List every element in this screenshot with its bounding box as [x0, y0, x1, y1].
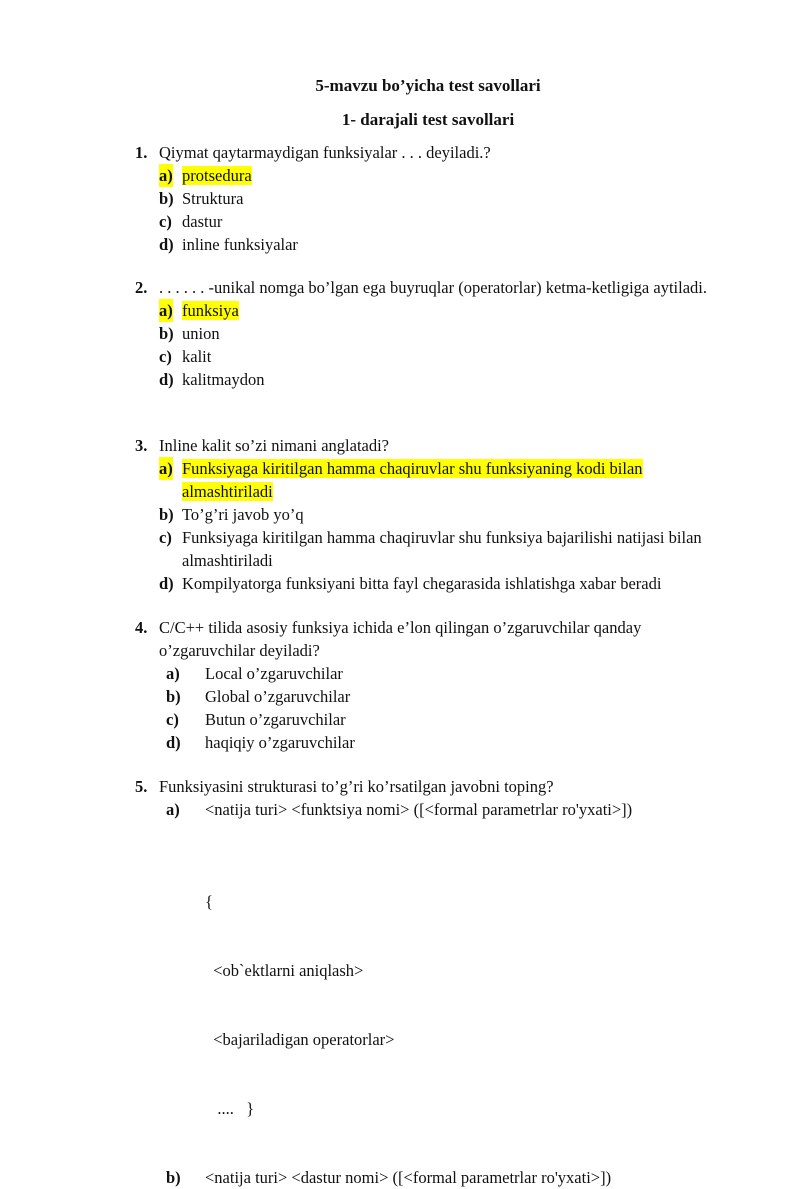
- option-text: Local o’zgaruvchilar: [205, 664, 343, 683]
- option-letter: c): [159, 212, 172, 231]
- answer-option-d: [135, 368, 735, 391]
- option-letter: d): [159, 235, 174, 254]
- question-1: [135, 141, 735, 256]
- option-text: Struktura: [182, 189, 244, 208]
- answer-option-b: [135, 1166, 735, 1189]
- option-text: Global o’zgaruvchilar: [205, 687, 351, 706]
- option-letter: d): [159, 574, 174, 593]
- question-number: 1.: [135, 143, 148, 162]
- option-letter: a): [166, 664, 180, 683]
- option-letter: a): [166, 800, 180, 819]
- answer-option-c: [135, 708, 735, 731]
- option-text: Kompilyatorga funksiyani bitta fayl chegarasida ishlatishga xabar beradi: [182, 574, 662, 593]
- answer-option-b: [135, 503, 735, 526]
- option-text: Funksiyaga kiritilgan hamma chaqiruvlar shu funksiyaning kodi bilan almashtiriladi: [182, 459, 643, 501]
- answer-option-c: [135, 345, 735, 368]
- option-letter: b): [166, 1168, 181, 1187]
- option-letter: a): [159, 459, 173, 478]
- answer-option-d: [135, 233, 735, 256]
- question-number: 4.: [135, 618, 148, 637]
- question-4: [135, 616, 735, 754]
- question-5: [135, 775, 735, 1189]
- option-letter: a): [159, 301, 173, 320]
- option-text: union: [182, 324, 220, 343]
- option-letter: b): [166, 687, 181, 706]
- section-subtitle: 1- darajali test savollari: [341, 110, 515, 129]
- question-text: 5. Funksiyasini strukturasi to’g’ri ko’rsatilgan javobni toping?: [135, 777, 554, 796]
- answer-option-b: [135, 322, 735, 345]
- option-text: funksiya: [182, 301, 239, 320]
- answer-option-b: [135, 187, 735, 210]
- option-text: kalit: [182, 347, 212, 366]
- question-text: 3. Inline kalit so’zi nimani anglatadi?: [135, 436, 390, 455]
- option-letter: a): [159, 166, 173, 185]
- answer-option-a: [135, 299, 735, 322]
- option-text: dastur: [182, 212, 223, 231]
- code-line: {: [205, 892, 213, 911]
- code-line: .... }: [205, 1099, 255, 1118]
- option-letter: c): [166, 710, 179, 729]
- code-block: [135, 844, 735, 1166]
- option-text: <natija turi> <funktsiya nomi> ([<formal parametrlar ro'yxati>]): [205, 800, 633, 819]
- answer-option-c: [135, 210, 735, 233]
- question-text: 2. . . . . . . -unikal nomga bo’lgan ega buyruqlar (operatorlar) ketma-ketligiga aytiladi.: [135, 278, 707, 297]
- option-letter: c): [159, 347, 172, 366]
- question-text: 4. C/C++ tilida asosiy funksiya ichida e’lon qilingan o’zgaruvchilar qanday o’zgaruvchilar deyiladi?: [135, 618, 642, 660]
- answer-option-a: [135, 798, 735, 821]
- answer-option-a: [135, 457, 735, 503]
- question-number: 5.: [135, 777, 148, 796]
- option-letter: d): [166, 733, 181, 752]
- option-letter: c): [159, 528, 172, 547]
- code-line: <ob`ektlarni aniqlash>: [205, 961, 364, 980]
- answer-option-b: [135, 685, 735, 708]
- code-line: <bajariladigan operatorlar>: [205, 1030, 395, 1049]
- option-text: <natija turi> <dastur nomi> ([<formal parametrlar ro'yxati>]): [205, 1168, 612, 1187]
- answer-option-a: [135, 164, 735, 187]
- option-text: Funksiyaga kiritilgan hamma chaqiruvlar shu funksiya bajarilishi natijasi bilan almashtiriladi: [182, 528, 702, 570]
- question-3: [135, 434, 735, 595]
- option-text: kalitmaydon: [182, 370, 265, 389]
- question-number: 3.: [135, 436, 148, 455]
- answer-option-c: [135, 526, 735, 572]
- option-letter: b): [159, 324, 174, 343]
- page-title: 5-mavzu bo’yicha test savollari: [315, 76, 541, 95]
- option-text: Butun o’zgaruvchilar: [205, 710, 346, 729]
- option-text: protsedura: [182, 166, 252, 185]
- answer-option-a: [135, 662, 735, 685]
- option-letter: b): [159, 189, 174, 208]
- answer-option-d: [135, 572, 735, 595]
- question-2: [135, 276, 735, 391]
- question-text: 1. Qiymat qaytarmaydigan funksiyalar . . . deyiladi.?: [135, 143, 491, 162]
- option-letter: b): [159, 505, 174, 524]
- option-text: haqiqiy o’zgaruvchilar: [205, 733, 355, 752]
- answer-option-d: [135, 731, 735, 754]
- question-number: 2.: [135, 278, 148, 297]
- option-text: To’g’ri javob yo’q: [182, 505, 304, 524]
- option-letter: d): [159, 370, 174, 389]
- option-text: inline funksiyalar: [182, 235, 298, 254]
